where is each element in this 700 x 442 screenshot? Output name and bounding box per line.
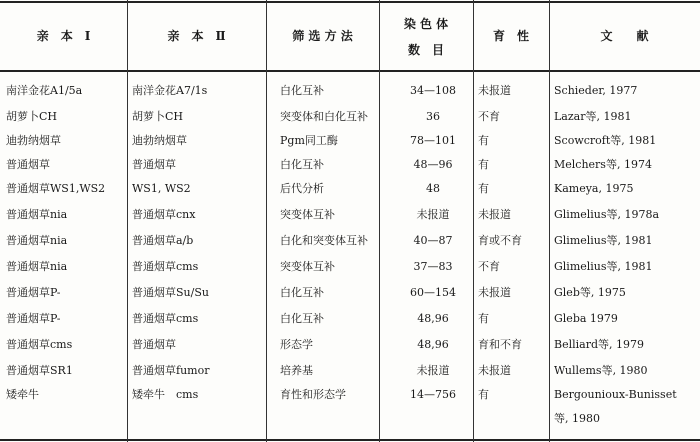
cell-method: 白化和突变体互补 [280, 234, 368, 247]
cell-parent2: 普通烟草Su/Su [132, 286, 209, 299]
cell-parent1: 南洋金花A1/5a [6, 84, 83, 97]
cell-chromosome: 48,96 [417, 338, 449, 351]
cell-parent1: 普通烟草SR1 [6, 364, 73, 377]
bottom-rule [0, 439, 700, 441]
cell-method: 后代分析 [280, 182, 324, 195]
cell-fertility: 未报道 [478, 364, 511, 377]
cell-chromosome: 48—96 [413, 158, 453, 171]
cell-parent2: 普通烟草a/b [132, 234, 194, 247]
cell-parent2: 胡萝卜CH [132, 110, 184, 123]
cell-reference: Scowcroft等, 1981 [554, 134, 657, 147]
cell-method: 培养基 [280, 364, 313, 377]
cell-reference: Schieder, 1977 [554, 84, 638, 97]
cell-reference: Bergounioux-Bunisset [554, 388, 677, 401]
cell-method: 白化互补 [280, 158, 324, 171]
cell-parent1: 胡萝卜CH [6, 110, 58, 123]
cell-method: 白化互补 [280, 286, 324, 299]
cell-fertility: 不育 [478, 110, 500, 123]
cell-chromosome: 60—154 [410, 286, 456, 299]
cell-reference-cont: 等, 1980 [554, 412, 600, 425]
cell-fertility: 不育 [478, 260, 500, 273]
cell-chromosome: 37—83 [413, 260, 453, 273]
cell-parent2: 迪勃纳烟草 [132, 134, 187, 147]
cell-fertility: 育和不育 [478, 338, 522, 351]
header-method: 筛 选 方 法 [292, 29, 353, 43]
cell-chromosome: 14—756 [410, 388, 456, 401]
cell-reference: Wullems等, 1980 [554, 364, 648, 377]
cell-method: Pgm同工酶 [280, 134, 338, 147]
cell-chromosome: 40—87 [413, 234, 453, 247]
cell-parent2: 普通烟草fumor [132, 364, 210, 377]
cell-fertility: 未报道 [478, 208, 511, 221]
cell-parent1: 普通烟草WS1,WS2 [6, 182, 106, 195]
cell-chromosome: 34—108 [410, 84, 456, 97]
cell-reference: Glimelius等, 1981 [554, 234, 653, 247]
cell-parent1: 普通烟草nia [6, 234, 68, 247]
cell-parent2: 南洋金花A7/1s [132, 84, 208, 97]
cell-parent1: 普通烟草P- [6, 312, 61, 325]
cell-reference: Lazar等, 1981 [554, 110, 632, 123]
cell-parent2: 普通烟草 [132, 338, 176, 351]
header-chromosome-number: 数 目 [407, 43, 444, 57]
cell-parent1: 普通烟草 [6, 158, 50, 171]
cell-fertility: 有 [478, 182, 489, 195]
cell-parent1: 矮牵牛 [6, 388, 39, 401]
cell-parent1: 迪勃纳烟草 [6, 134, 61, 147]
cell-parent1: 普通烟草nia [6, 208, 68, 221]
cell-fertility: 有 [478, 158, 489, 171]
cell-parent2: 矮牵牛 cms [132, 388, 199, 401]
cell-fertility: 有 [478, 134, 489, 147]
header-reference: 文 献 [600, 29, 649, 43]
cell-parent2: 普通烟草cms [132, 260, 199, 273]
cell-chromosome: 48 [426, 182, 440, 195]
cell-reference: Glimelius等, 1981 [554, 260, 653, 273]
cell-method: 突变体和白化互补 [280, 110, 368, 123]
cell-method: 育性和形态学 [280, 388, 346, 401]
cell-fertility: 未报道 [478, 84, 511, 97]
cell-reference: Gleba 1979 [554, 312, 618, 325]
header-fertility: 育 性 [492, 29, 529, 43]
cell-parent2: 普通烟草cms [132, 312, 199, 325]
col-divider [127, 0, 128, 442]
cell-parent1: 普通烟草nia [6, 260, 68, 273]
cell-fertility: 未报道 [478, 286, 511, 299]
cell-chromosome: 78—101 [410, 134, 456, 147]
cell-reference: Glimelius等, 1978a [554, 208, 660, 221]
cell-reference: Gleb等, 1975 [554, 286, 626, 299]
cell-parent1: 普通烟草P- [6, 286, 61, 299]
col-divider [266, 0, 267, 442]
cell-method: 白化互补 [280, 312, 324, 325]
cell-fertility: 育或不育 [478, 234, 522, 247]
cell-chromosome: 未报道 [416, 364, 450, 377]
cell-method: 形态学 [280, 338, 313, 351]
cell-parent1: 普通烟草cms [6, 338, 73, 351]
cell-chromosome: 48,96 [417, 312, 449, 325]
header-parent2: 亲 本 Ⅱ [167, 29, 226, 43]
cell-parent2: 普通烟草cnx [132, 208, 196, 221]
cell-reference: Belliard等, 1979 [554, 338, 644, 351]
cell-reference: Kameya, 1975 [554, 182, 634, 195]
cell-parent2: WS1, WS2 [132, 182, 191, 195]
cell-chromosome: 36 [426, 110, 440, 123]
header-chromosome: 染 色 体 [403, 17, 449, 31]
cell-chromosome: 未报道 [416, 208, 450, 221]
cell-method: 突变体互补 [280, 208, 335, 221]
cell-method: 突变体互补 [280, 260, 335, 273]
cell-method: 白化互补 [280, 84, 324, 97]
cell-fertility: 有 [478, 388, 489, 401]
cell-reference: Melchers等, 1974 [554, 158, 652, 171]
cell-parent2: 普通烟草 [132, 158, 176, 171]
top-rule [0, 1, 700, 3]
cell-fertility: 有 [478, 312, 489, 325]
header-parent1: 亲 本 Ⅰ [36, 29, 91, 43]
header-rule [0, 70, 700, 72]
